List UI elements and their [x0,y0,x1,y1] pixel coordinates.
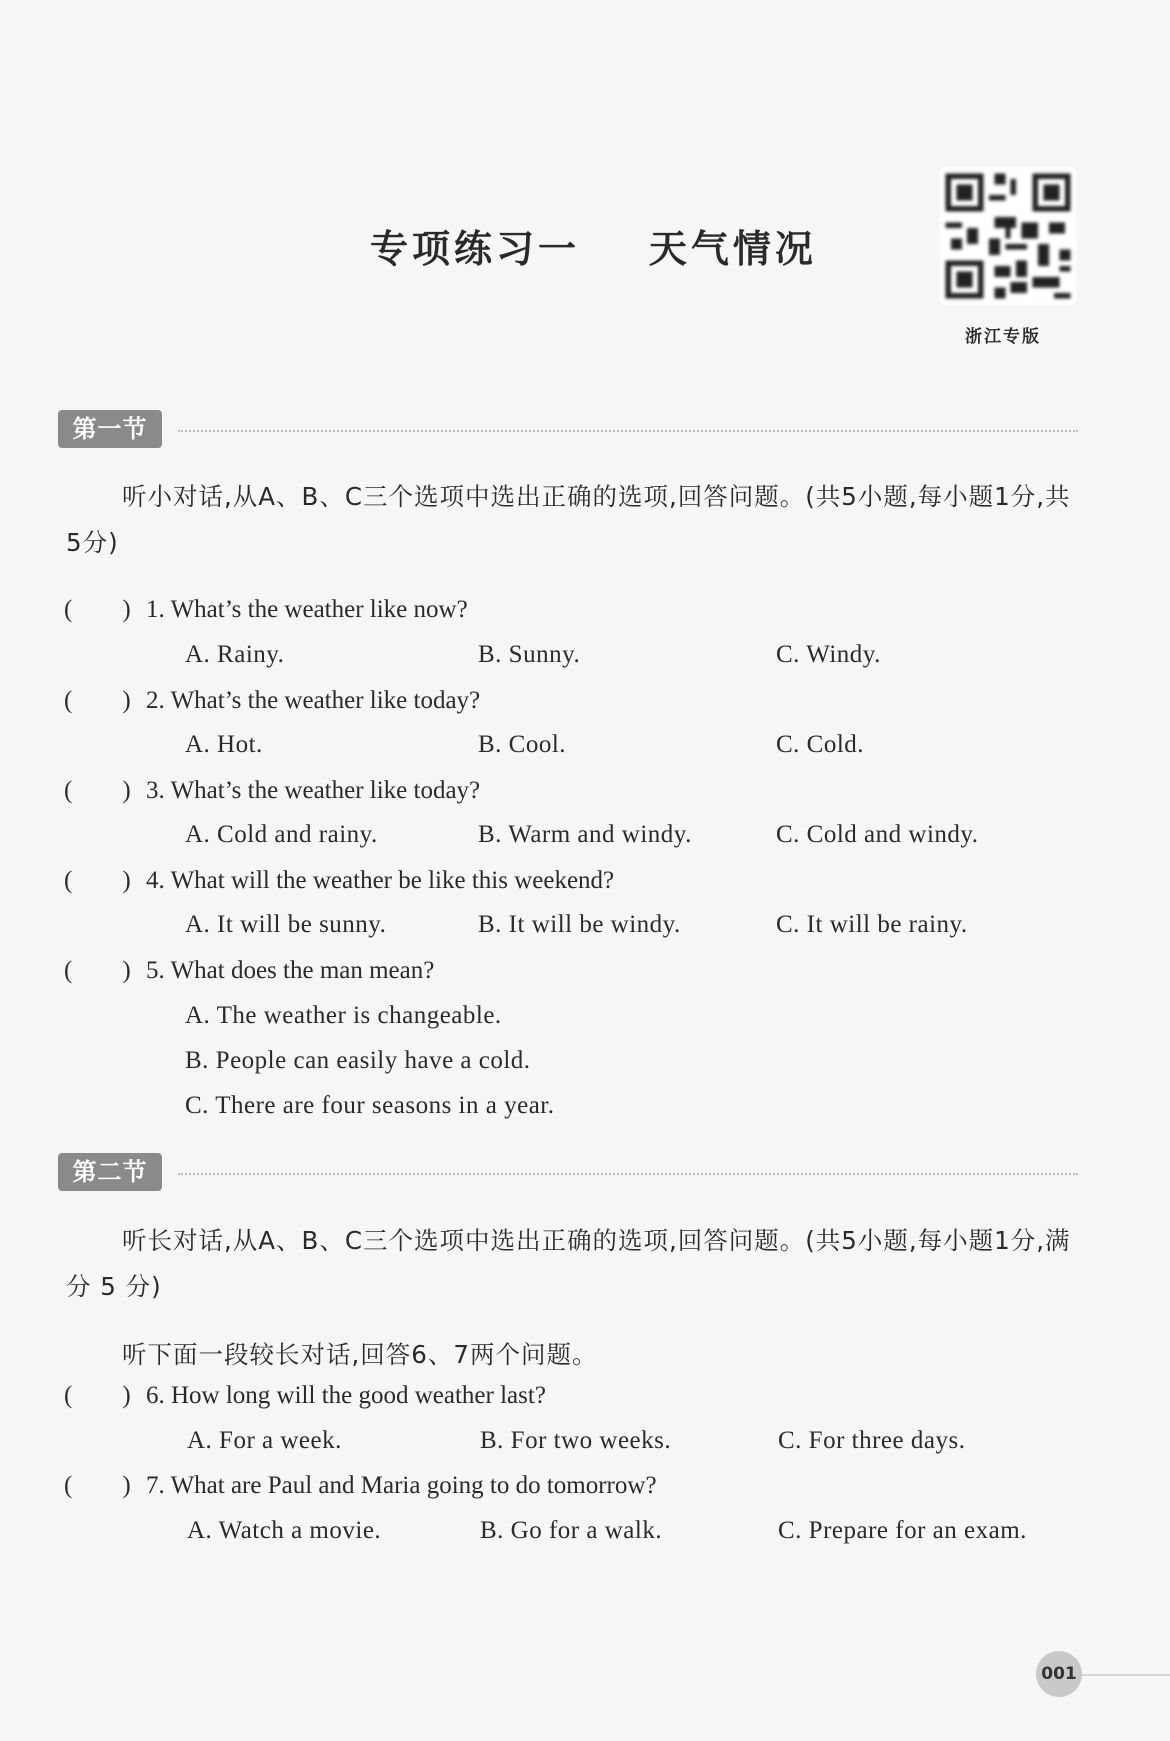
option-b[interactable]: B. Sunny. [478,641,581,668]
option-a[interactable]: A. It will be sunny. [185,911,387,938]
answer-blank[interactable]: ( ) [64,1472,131,1499]
question-row [64,957,434,985]
question-row [64,687,480,715]
option-a[interactable]: A. Rainy. [185,641,285,668]
qr-code-icon[interactable] [940,168,1076,304]
sub-instruction: 听下面一段较长对话,回答6、7两个问题。 [122,1340,598,1369]
question-number: 7. [146,1472,165,1499]
question-row [64,1472,657,1500]
option-c[interactable]: C. Cold. [776,731,865,758]
question-row [64,777,480,805]
question-number: 5. [146,957,165,984]
question-text: What’s the weather like today? [170,687,481,714]
option-b[interactable]: B. Warm and windy. [478,821,692,848]
question-number: 4. [146,867,165,894]
section-divider [178,1173,1078,1175]
option-c[interactable]: C. For three days. [778,1427,966,1454]
option-a[interactable]: A. Cold and rainy. [185,821,378,848]
section-badge: 第二节 [58,1153,162,1191]
question-text: What’s the weather like today? [170,777,481,804]
question-number: 1. [146,596,165,623]
option-a[interactable]: A. The weather is changeable. [185,1002,502,1029]
answer-blank[interactable]: ( ) [64,957,131,984]
page-number: 001 [1036,1651,1082,1697]
option-c[interactable]: C. Cold and windy. [776,821,979,848]
answer-blank[interactable]: ( ) [64,596,131,623]
question-text: What’s the weather like now? [170,596,468,623]
section-divider [178,430,1078,432]
question-number: 2. [146,687,165,714]
section-header-2 [58,1153,1078,1193]
question-number: 6. [146,1382,165,1409]
option-b[interactable]: B. People can easily have a cold. [185,1047,531,1074]
section-instruction: 听长对话,从A、B、C三个选项中选出正确的选项,回答问题。(共5小题,每小题1分,满分 5 分) [66,1226,1071,1301]
question-text: What will the weather be like this weekend? [170,867,615,894]
question-text: What are Paul and Maria going to do tomorrow? [170,1472,657,1499]
page-number-rule [1082,1674,1170,1676]
question-text: How long will the good weather last? [171,1382,546,1409]
question-row [64,1382,546,1410]
answer-blank[interactable]: ( ) [64,777,131,804]
option-a[interactable]: A. Watch a movie. [187,1517,382,1544]
question-text: What does the man mean? [170,957,435,984]
option-b[interactable]: B. Go for a walk. [480,1517,663,1544]
question-number: 3. [146,777,165,804]
option-c[interactable]: C. Prepare for an exam. [778,1517,1027,1544]
question-row [64,596,468,624]
answer-blank[interactable]: ( ) [64,867,131,894]
answer-blank[interactable]: ( ) [64,1382,131,1409]
option-c[interactable]: C. Windy. [776,641,881,668]
option-b[interactable]: B. Cool. [478,731,567,758]
answer-blank[interactable]: ( ) [64,687,131,714]
page-title: 专项练习一 天气情况 [370,226,817,271]
question-row [64,867,614,895]
option-c[interactable]: C. It will be rainy. [776,911,968,938]
option-c[interactable]: C. There are four seasons in a year. [185,1092,555,1119]
section-header-1 [58,410,1078,450]
section-instruction: 听小对话,从A、B、C三个选项中选出正确的选项,回答问题。(共5小题,每小题1分,共5分) [66,482,1071,557]
option-b[interactable]: B. It will be windy. [478,911,681,938]
edition-label: 浙江专版 [965,327,1041,347]
option-b[interactable]: B. For two weeks. [480,1427,672,1454]
section-badge: 第一节 [58,410,162,448]
option-a[interactable]: A. Hot. [185,731,263,758]
option-a[interactable]: A. For a week. [187,1427,342,1454]
